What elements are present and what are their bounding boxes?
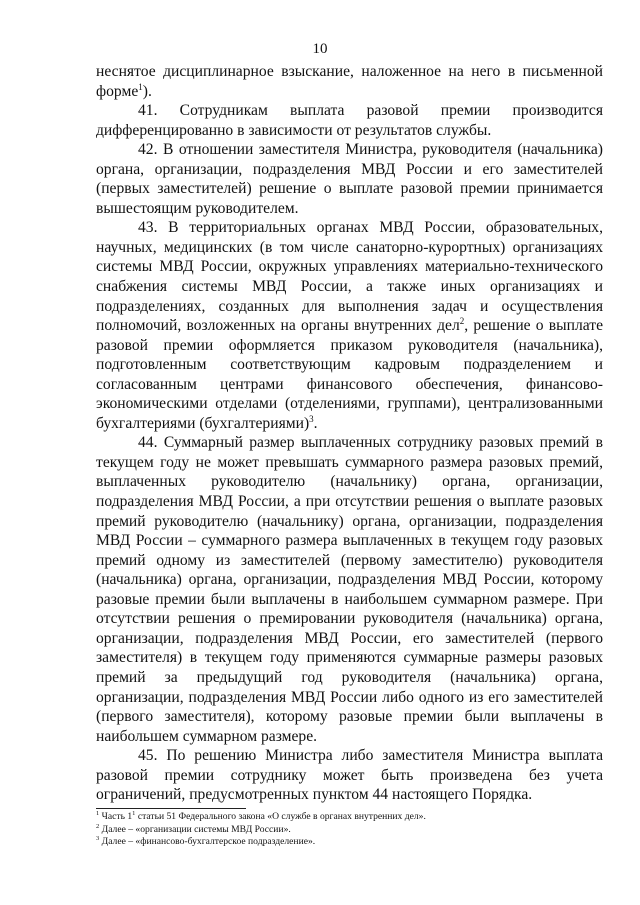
footnote-text: Часть 1 [99,811,133,822]
footnote-superscript: 1 [132,809,136,817]
text-run: 43. В территориальных органах МВД России, образовательных, научных, медицинских (в том числе санаторно-курортных) организациях системы МВД России, окружных управлениях материально-технического снабжения системы МВД России, а также иных организациях и подразделениях, созданных для выполнения задач и осуществления полномочий, возложенных на органы внутренних дел [96,219,603,335]
footnote-marker: 3 [96,834,100,842]
footnote-2 [96,824,603,837]
footnote-text: статьи 51 Федерального закона «О службе в органах внутренних дел». [135,811,426,822]
body-text [96,62,603,805]
footnote-1 [96,811,603,824]
text-run: 44. Суммарный размер выплаченных сотруднику разовых премий в текущем году не может превышать суммарного размера разовых премий, выплаченных руководителю (начальнику) органа, организации, подразделения МВД России, а при отсутствии решения о выплате разовых премий руководителю (начальнику) органа, организации, подразделения МВД России – суммарного размера выплаченных в текущем году разовых премий одному из заместителей (первому заместителю) руководителя (начальника) органа, организации, подразделения МВД России, которому разовые премии были выплачены в наибольшем суммарном размере. При отсутствии решения о премировании руководителя (начальника) органа, организации, подразделения МВД России, его заместителей (первого заместителя) в текущем году применяются суммарные размеры разовых премий за предыдущий год руководителя (начальника) органа, организации, подразделения МВД России либо одного из его заместителей (первого заместителя), которому разовые премии были выплачены в наибольшем суммарном размере. [96,434,603,745]
text-run: , решение о выплате разовой премии оформляется приказом руководителя (начальника), подготовленным соответствующим кадровым подразделением и согласованным центрами финансового обеспечения, финансово-экономическими отделами (отделениями, группами), централизованными бухгалтериями (бухгалтериями) [96,317,603,432]
footnote-marker: 1 [96,809,100,817]
footnote-text: Далее – «финансово-бухгалтерское подразделение». [99,836,316,847]
paragraph-42 [96,140,603,218]
footnote-ref-3[interactable]: 3 [309,413,314,424]
text-run: 42. В отношении заместителя Министра, руководителя (начальника) органа, организации, подразделения МВД России и его заместителей (первых заместителей) решение о выплате разовой премии принимается вышестоящим руководителем. [96,141,603,217]
paragraph-44 [96,433,603,746]
text-run: 41. Сотрудникам выплата разовой премии производится дифференцированно в зависимости от результатов службы. [96,102,603,139]
footnote-separator [96,808,246,809]
text-run: 45. По решению Министра либо заместителя Министра выплата разовой премии сотруднику может быть произведена без учета ограничений, предусмотренных пунктом 44 настоящего Порядка. [96,747,603,804]
paragraph-43 [96,218,603,433]
footnote-marker: 2 [96,822,100,830]
text-run: . [313,414,318,432]
footnotes [96,811,603,849]
footnote-ref-1[interactable]: 1 [138,81,143,92]
paragraph-continued [96,62,603,101]
footnote-text: Далее – «организации системы МВД России». [99,823,291,835]
text-run: неснятое дисциплинарное взыскание, наложенное на него в письменной форме [96,63,603,100]
paragraph-45 [96,746,603,805]
text-run: ). [142,82,152,100]
page-number: 10 [312,41,328,57]
paragraph-41 [96,101,603,140]
footnote-3 [96,836,603,849]
footnote-ref-2[interactable]: 2 [459,315,465,326]
